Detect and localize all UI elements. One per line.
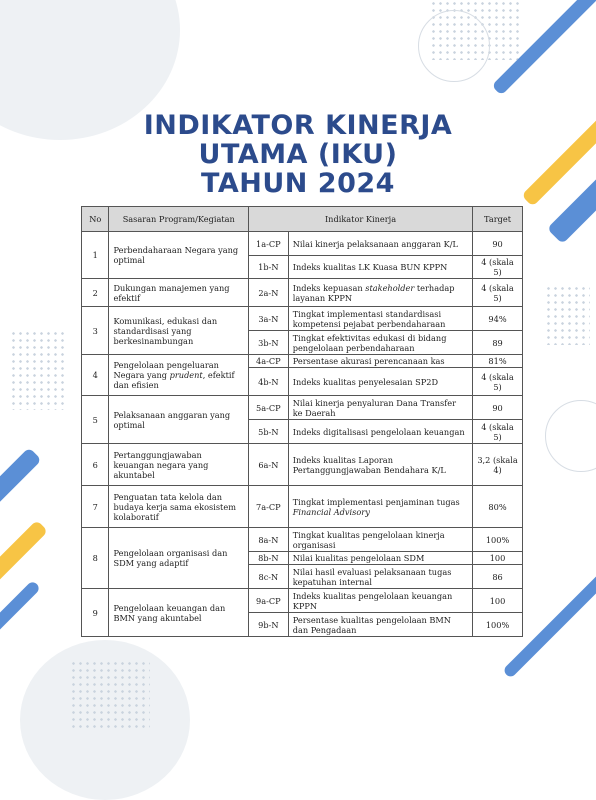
- row-target: 89: [473, 331, 523, 355]
- row-indikator: Persentase kualitas pengelolaan BMN dan Pengadaan: [288, 613, 472, 637]
- row-sasaran: Pertanggungjawaban keuangan negara yang akuntabel: [109, 444, 249, 486]
- row-target: 100: [473, 552, 523, 565]
- header-indikator: Indikator Kinerja: [249, 207, 473, 232]
- row-no: 6: [82, 444, 109, 486]
- row-sasaran: Pengelolaan pengeluaran Negara yang prudent, efektif dan efisien: [109, 355, 249, 396]
- row-indikator: Indeks kualitas penyelesaian SP2D: [288, 368, 472, 396]
- row-target: 100%: [473, 528, 523, 552]
- row-no: 8: [82, 528, 109, 589]
- row-indikator: Nilai hasil evaluasi pelaksanaan tugas kepatuhan internal: [288, 565, 472, 589]
- row-code: 7a-CP: [249, 486, 289, 528]
- row-indikator: Tingkat implementasi penjaminan tugas Financial Advisory: [288, 486, 472, 528]
- row-indikator: Indeks kualitas LK Kuasa BUN KPPN: [288, 256, 472, 279]
- row-target: 4 (skala 5): [473, 420, 523, 444]
- table-row: [82, 486, 523, 528]
- page-title: [0, 111, 596, 198]
- row-indikator: Nilai kinerja penyaluran Dana Transfer ke Daerah: [288, 396, 472, 420]
- row-indikator: Tingkat implementasi standardisasi kompetensi pejabat perbendaharaan: [288, 307, 472, 331]
- row-no: 1: [82, 232, 109, 279]
- title-line-2: UTAMA (IKU): [198, 139, 398, 170]
- row-indikator: Nilai kualitas pengelolaan SDM: [288, 552, 472, 565]
- row-code: 4a-CP: [249, 355, 289, 368]
- row-target: 4 (skala 5): [473, 279, 523, 307]
- row-no: 3: [82, 307, 109, 355]
- row-code: 9a-CP: [249, 589, 289, 613]
- dot-pattern: [545, 285, 590, 345]
- dot-pattern: [10, 330, 65, 410]
- blue-stripe: [0, 580, 41, 652]
- row-indikator: Indeks kualitas pengelolaan keuangan KPPN: [288, 589, 472, 613]
- row-code: 3b-N: [249, 331, 289, 355]
- row-target: 90: [473, 396, 523, 420]
- row-code: 2a-N: [249, 279, 289, 307]
- row-code: 4b-N: [249, 368, 289, 396]
- table-row: [82, 396, 523, 420]
- row-sasaran: Pengelolaan organisasi dan SDM yang adaptif: [109, 528, 249, 589]
- row-sasaran: Komunikasi, edukasi dan standardisasi yang berkesinambungan: [109, 307, 249, 355]
- row-sasaran: Perbendaharaan Negara yang optimal: [109, 232, 249, 279]
- row-target: 100: [473, 589, 523, 613]
- row-sasaran: Penguatan tata kelola dan budaya kerja sama ekosistem kolaboratif: [109, 486, 249, 528]
- row-target: 90: [473, 232, 523, 256]
- row-indikator: Persentase akurasi perencanaan kas: [288, 355, 472, 368]
- header-sasaran: Sasaran Program/Kegiatan: [109, 207, 249, 232]
- row-indikator: Indeks kepuasan stakeholder terhadap layanan KPPN: [288, 279, 472, 307]
- table-row: [82, 279, 523, 307]
- row-no: 7: [82, 486, 109, 528]
- row-code: 8a-N: [249, 528, 289, 552]
- row-sasaran: Pengelolaan keuangan dan BMN yang akuntabel: [109, 589, 249, 637]
- iku-table: [81, 206, 523, 637]
- row-target: 86: [473, 565, 523, 589]
- row-code: 8b-N: [249, 552, 289, 565]
- row-sasaran: Pelaksanaan anggaran yang optimal: [109, 396, 249, 444]
- row-indikator: Tingkat efektivitas edukasi di bidang pengelolaan perbendaharaan: [288, 331, 472, 355]
- title-line-1: INDIKATOR KINERJA: [143, 110, 453, 141]
- row-code: 5a-CP: [249, 396, 289, 420]
- row-target: 81%: [473, 355, 523, 368]
- row-target: 80%: [473, 486, 523, 528]
- table-row: [82, 307, 523, 331]
- row-target: 4 (skala 5): [473, 368, 523, 396]
- row-no: 2: [82, 279, 109, 307]
- row-indikator: Indeks digitalisasi pengelolaan keuangan: [288, 420, 472, 444]
- header-no: No: [82, 207, 109, 232]
- table-row: [82, 355, 523, 368]
- decorative-ring: [418, 10, 490, 82]
- row-target: 4 (skala 5): [473, 256, 523, 279]
- row-code: 6a-N: [249, 444, 289, 486]
- row-indikator: Indeks kualitas Laporan Pertanggungjawaban Bendahara K/L: [288, 444, 472, 486]
- row-sasaran: Dukungan manajemen yang efektif: [109, 279, 249, 307]
- title-line-3: TAHUN 2024: [201, 168, 395, 199]
- row-target: 3,2 (skala 4): [473, 444, 523, 486]
- decorative-ring: [545, 400, 596, 472]
- row-code: 5b-N: [249, 420, 289, 444]
- row-code: 8c-N: [249, 565, 289, 589]
- blue-stripe: [0, 447, 42, 530]
- row-no: 5: [82, 396, 109, 444]
- row-code: 1b-N: [249, 256, 289, 279]
- row-target: 94%: [473, 307, 523, 331]
- table-row: [82, 232, 523, 256]
- row-indikator: Nilai kinerja pelaksanaan anggaran K/L: [288, 232, 472, 256]
- table-header-row: [82, 207, 523, 232]
- table-row: [82, 444, 523, 486]
- row-code: 9b-N: [249, 613, 289, 637]
- dot-pattern: [70, 660, 150, 730]
- row-indikator: Tingkat kualitas pengelolaan kinerja organisasi: [288, 528, 472, 552]
- row-code: 1a-CP: [249, 232, 289, 256]
- table-row: [82, 528, 523, 552]
- row-no: 4: [82, 355, 109, 396]
- row-target: 100%: [473, 613, 523, 637]
- row-code: 3a-N: [249, 307, 289, 331]
- header-target: Target: [473, 207, 523, 232]
- row-no: 9: [82, 589, 109, 637]
- table-row: [82, 589, 523, 613]
